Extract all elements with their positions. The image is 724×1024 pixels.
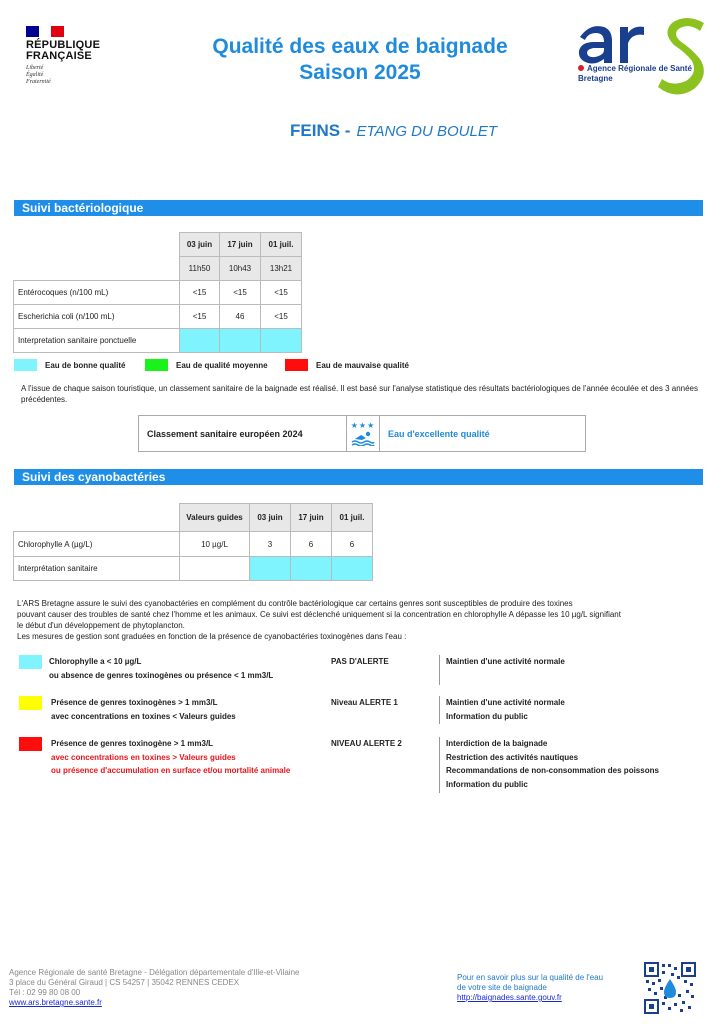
legend-swatch	[14, 359, 37, 371]
date-header: 17 juin	[220, 233, 261, 257]
table-row	[14, 305, 302, 329]
cyano-paragraph: L'ARS Bretagne assure le suivi des cyanobactéries en complément du contrôle bactériologique car certains genres sont susceptibles de produire des toxines pouvant causer des troubles de santé chez l'homme et les animaux. Ce suivi est déclenché uniquement si la concentration en chlorophylle A dépasse les 10 µg/L signifiant le début d'un développement de phytoplancton. Les mesures de gestion sont graduées en fonction de la présence de cyanobactéries toxinogènes dans l'eau :	[17, 599, 621, 641]
qr-code-icon	[644, 962, 696, 1014]
french-flag-icon	[26, 26, 64, 37]
page-title: Qualité des eaux de baignade Saison 2025	[212, 35, 508, 84]
row-label: Entérocoques (n/100 mL)	[14, 281, 180, 305]
empty-cell	[180, 557, 250, 581]
baignades-website-link[interactable]: http://baignades.sante.gouv.fr	[457, 993, 562, 1002]
legend-item: Eau de bonne qualité	[14, 359, 145, 371]
bacterio-table	[13, 232, 302, 353]
quality-legend	[14, 359, 409, 371]
republic-motto: Liberté Égalité Fraternité	[26, 65, 51, 85]
alert-actions: Maintien d'une activité normale Information du public	[439, 696, 699, 724]
section-cyano-title: Suivi des cyanobactéries	[14, 469, 703, 485]
cyano-table	[13, 503, 373, 581]
classement-label: Classement sanitaire européen 2024	[147, 428, 303, 439]
alert-actions: Interdiction de la baignade Restriction des activités nautiques Recommandations de non-consommation des poissons Information du public	[439, 737, 699, 793]
time-cell: 13h21	[261, 257, 302, 281]
value-cell: 3	[250, 532, 291, 557]
interpretation-cell	[291, 557, 332, 581]
alert-row-level2	[19, 737, 699, 797]
value-cell: 6	[332, 532, 373, 557]
date-header: 01 juil.	[261, 233, 302, 257]
ars-logo-icon	[576, 15, 711, 100]
republic-name: RÉPUBLIQUE FRANÇAISE	[26, 39, 101, 62]
alert-condition: Présence de genres toxinogène > 1 mm3/L avec concentrations en toxines > Valeurs guides ou présence d'accumulation en surface et/ou mortalité animale	[51, 739, 291, 775]
stars-icon: ★★★	[350, 420, 376, 430]
legend-item: Eau de mauvaise qualité	[285, 359, 409, 371]
site-name	[290, 121, 497, 141]
alert-level: PAS D'ALERTE	[331, 657, 389, 666]
interpretation-cell	[180, 329, 220, 353]
time-cell: 10h43	[220, 257, 261, 281]
legend-item: Eau de qualité moyenne	[145, 359, 285, 371]
value-cell: 10 µg/L	[180, 532, 250, 557]
alert-condition: Chlorophylle a < 10 µg/L ou absence de genres toxinogènes ou présence < 1 mm3/L	[49, 657, 274, 680]
row-label: Interpretation sanitaire ponctuelle	[14, 329, 180, 353]
ars-website-link[interactable]: www.ars.bretagne.sante.fr	[9, 998, 102, 1007]
alert-swatch	[19, 696, 42, 710]
table-row	[14, 281, 302, 305]
table-row	[14, 329, 302, 353]
value-cell: <15	[261, 305, 302, 329]
classement-box	[138, 415, 586, 452]
row-label: Chlorophylle A (µg/L)	[14, 532, 180, 557]
interpretation-cell	[220, 329, 261, 353]
col-header: Valeurs guides	[180, 504, 250, 532]
value-cell: <15	[180, 305, 220, 329]
table-row	[14, 532, 373, 557]
swimmer-icon	[351, 430, 375, 446]
ars-subtitle: Agence Régionale de Santé Bretagne	[578, 64, 692, 83]
footer-address: Agence Régionale de santé Bretagne - Délégation départementale d'Ille-et-Vilaine 3 place du Général Giraud | CS 54257 | 35042 RENNES CEDEX Tél : 02 99 80 08 00 www.ars.bretagne.sante.fr	[9, 968, 300, 1007]
republique-francaise-logo	[26, 26, 126, 86]
interpretation-cell	[332, 557, 373, 581]
alert-row-none	[19, 655, 699, 685]
col-header: 01 juil.	[332, 504, 373, 532]
commune-name: FEINS -	[290, 121, 351, 140]
alert-level: Niveau ALERTE 1	[331, 698, 398, 707]
section-bacterio-title: Suivi bactériologique	[14, 200, 703, 216]
classement-result: Eau d'excellente qualité	[388, 428, 490, 439]
value-cell: <15	[261, 281, 302, 305]
footer-info: Pour en savoir plus sur la qualité de l'eau de votre site de baignade http://baignades.sante.gouv.fr	[457, 973, 604, 1002]
interpretation-cell	[250, 557, 291, 581]
value-cell: 6	[291, 532, 332, 557]
date-header: 03 juin	[180, 233, 220, 257]
legend-swatch	[145, 359, 168, 371]
legend-swatch	[285, 359, 308, 371]
table-row	[14, 557, 373, 581]
alert-actions: Maintien d'une activité normale	[439, 655, 699, 685]
bathing-site-name: ETANG DU BOULET	[356, 123, 498, 140]
alert-swatch	[19, 655, 42, 669]
alert-condition: Présence de genres toxinogènes > 1 mm3/L avec concentrations en toxines < Valeurs guides	[51, 698, 236, 721]
swimmer-icon	[346, 416, 380, 451]
interpretation-cell	[261, 329, 302, 353]
classement-paragraph: A l'issue de chaque saison touristique, un classement sanitaire de la baignade est réalisé. Il est basé sur l'analyse statistique des résultats bactériologiques de l'année écoulée et des 3 années précédentes.	[21, 384, 699, 404]
alert-row-level1	[19, 696, 699, 726]
value-cell: <15	[180, 281, 220, 305]
value-cell: <15	[220, 281, 261, 305]
ars-dot-icon	[578, 65, 584, 71]
col-header: 03 juin	[250, 504, 291, 532]
row-label: Escherichia coli (n/100 mL)	[14, 305, 180, 329]
value-cell: 46	[220, 305, 261, 329]
row-label: Interprétation sanitaire	[14, 557, 180, 581]
time-cell: 11h50	[180, 257, 220, 281]
alert-swatch	[19, 737, 42, 751]
col-header: 17 juin	[291, 504, 332, 532]
alert-level: NIVEAU ALERTE 2	[331, 739, 402, 748]
